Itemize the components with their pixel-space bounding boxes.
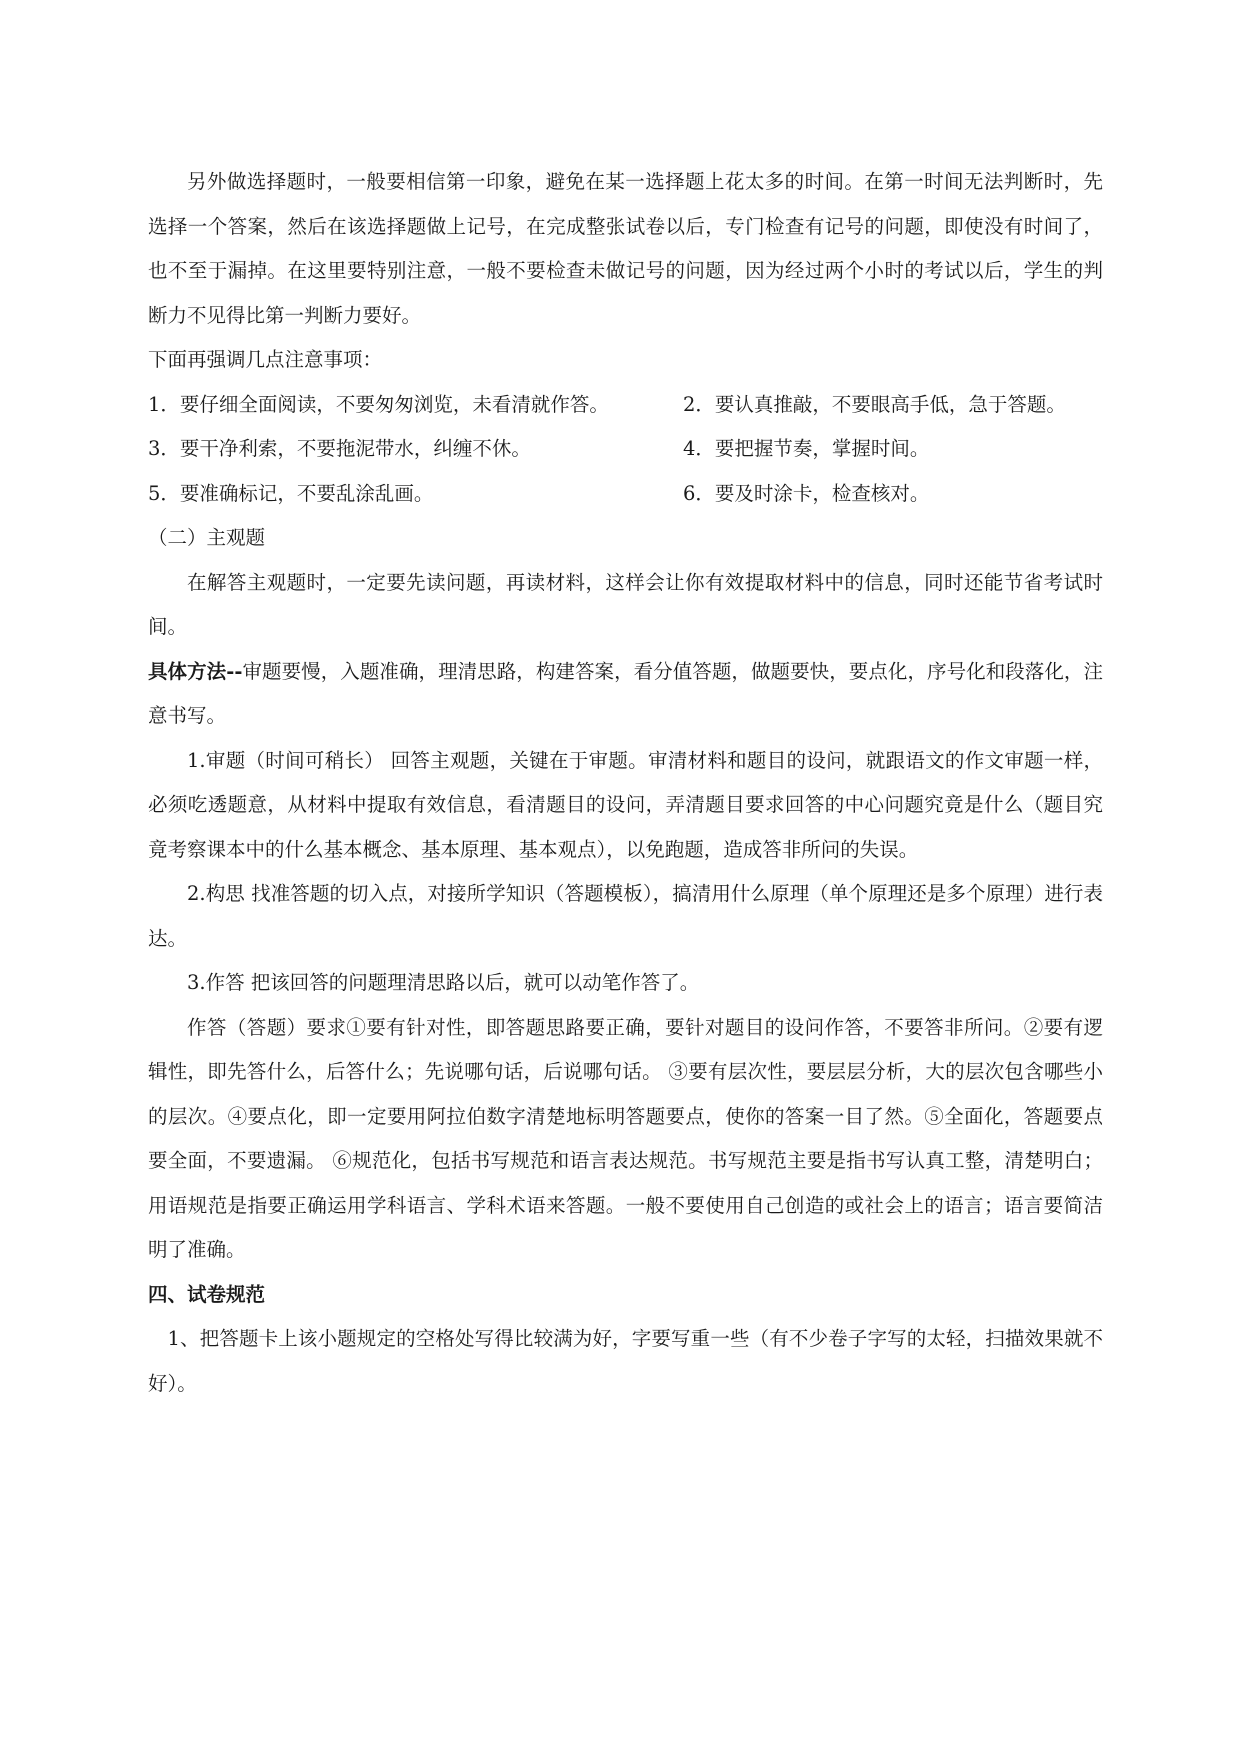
note-item: 5．要准确标记，不要乱涂乱画。	[148, 481, 434, 505]
paragraph-subjective-intro: 在解答主观题时，一定要先读问题，再读材料，这样会让你有效提取材料中的信息，同时还能节省考试时间。	[148, 570, 1103, 638]
section-heading-paper-standards: 四、试卷规范	[148, 1282, 266, 1306]
paragraph-notes-intro: 下面再强调几点注意事项：	[148, 348, 383, 371]
paragraph-step-plan: 2.构思 找准答题的切入点，对接所学知识（答题模板），搞清用什么原理（单个原理还是多个原理）进行表达。	[148, 882, 1103, 950]
note-item: 2．要认真推敲，不要眼高手低，急于答题。	[683, 392, 1066, 416]
note-item: 6．要及时涂卡，检查核对。	[683, 481, 930, 505]
paragraph-step-review: 1.审题（时间可稍长） 回答主观题，关键在于审题。审清材料和题目的设问，就跟语文的作文审题一样，必须吃透题意，从材料中提取有效信息，看清题目的设问，弄清题目要求回答的中心问题究竟是什么（题目究竟考察课本中的什么基本概念、基本原理、基本观点），以免跑题，造成答非所问的失误。	[148, 748, 1103, 861]
paragraph-answer-requirements: 作答（答题）要求①要有针对性，即答题思路要正确，要针对题目的设问作答，不要答非所问。②要有逻辑性，即先答什么，后答什么；先说哪句话，后说哪句话。 ③要有层次性，要层层分析，大的层次包含哪些小的层次。④要点化，即一定要用阿拉伯数字清楚地标明答题要点，使你的答案一目了然。⑤全面化，答题要点要全面，不要遗漏。 ⑥规范化，包括书写规范和语言表达规范。书写规范主要是指书写认真工整，清楚明白；用语规范是指要正确运用学科语言、学科术语来答题。一般不要使用自己创造的或社会上的语言；语言要简洁明了准确。	[148, 1015, 1103, 1261]
method-label: 具体方法--	[148, 659, 243, 683]
note-item: 4．要把握节奏，掌握时间。	[683, 437, 930, 460]
note-item: 3．要干净利索，不要拖泥带水，纠缠不休。	[148, 437, 531, 460]
paragraph-paper-standards-1: 1、把答题卡上该小题规定的空格处写得比较满为好，字要写重一些（有不少卷子字写的太轻，扫描效果就不好）。	[148, 1327, 1103, 1395]
paragraph-step-answer: 3.作答 把该回答的问题理清思路以后，就可以动笔作答了。	[187, 971, 700, 994]
method-text: 审题要慢，入题准确，理清思路，构建答案，看分值答题，做题要快，要点化，序号化和段落化，注意书写。	[148, 659, 1103, 727]
notes-list	[148, 383, 1103, 517]
document-page	[148, 160, 1103, 1406]
note-item: 1．要仔细全面阅读，不要匆匆浏览，未看清就作答。	[148, 392, 609, 416]
paragraph-method	[148, 650, 1103, 739]
paragraph-choice-strategy: 另外做选择题时，一般要相信第一印象，避免在某一选择题上花太多的时间。在第一时间无法判断时，先选择一个答案，然后在该选择题做上记号，在完成整张试卷以后，专门检查有记号的问题，即使没有时间了，也不至于漏掉。在这里要特别注意，一般不要检查未做记号的问题，因为经过两个小时的考试以后，学生的判断力不见得比第一判断力要好。	[148, 170, 1103, 327]
subheading-subjective: （二）主观题	[148, 526, 266, 549]
